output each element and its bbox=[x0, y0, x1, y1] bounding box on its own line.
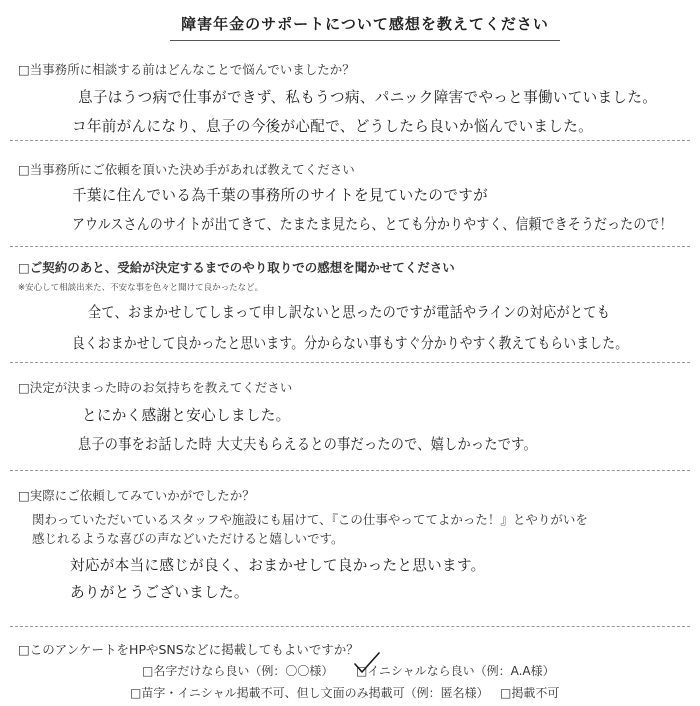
prompt-line: 感じれるような喜びの声などいただけると嬉しいです。 bbox=[32, 531, 344, 546]
answer-line: 息子の事をお話した時 大丈夫もらえるとの事だったので、嬉しかったです。 bbox=[78, 436, 537, 453]
answer-line: ありがとうございました。 bbox=[70, 584, 249, 601]
question-note: ※安心して相談出来た、不安な事を色々と聞けて良かったなど。 bbox=[18, 283, 264, 293]
title-underline bbox=[170, 40, 560, 41]
answer-line: 千葉に住んでいる為千葉の事務所のサイトを見ていたのですが bbox=[72, 187, 489, 204]
question-process: □ご契約のあと、受給が決定するまでのやり取りでの感想を聞かせてください bbox=[18, 260, 455, 275]
answer-line: 良くおまかせして良かったと思います。分からない事もすぐ分かりやすく教えてもらいました。 bbox=[72, 335, 629, 352]
divider bbox=[10, 470, 690, 471]
question-feelings: □決定が決まった時のお気持ちを教えてください bbox=[18, 380, 293, 395]
divider bbox=[10, 362, 690, 363]
divider bbox=[10, 246, 690, 247]
section-publish bbox=[18, 640, 682, 658]
divider bbox=[10, 140, 690, 141]
section-deciding-factor bbox=[18, 160, 682, 234]
section-process bbox=[18, 258, 682, 353]
option-surname-only[interactable]: □名字だけなら良い（例：〇〇様） bbox=[142, 664, 334, 678]
option-not-allowed[interactable]: □掲載不可 bbox=[500, 686, 560, 700]
checkmark-icon bbox=[352, 650, 382, 676]
answer-line: アウルスさんのサイトが出てきて、たまたま見たら、とても分かりやすく、信頼できそうだったので！ bbox=[72, 216, 673, 233]
answer-line: 息子はうつ病で仕事ができず、私もうつ病、パニック障害でやっと事働いていました。 bbox=[78, 89, 658, 106]
answer-line: コ年前がんになり、息子の今後が心配で、どうしたら良いか悩んでいました。 bbox=[72, 118, 593, 135]
option-initials[interactable]: □イニシャルなら良い（例：A.A様） bbox=[356, 664, 555, 678]
prompt-line: 関わっていただいているスタッフや施設にも届けて、『この仕事やっててよかった！』とやりがいを bbox=[32, 512, 588, 527]
section-experience bbox=[18, 486, 682, 602]
answer-line: 全て、おまかせしてしまって申し訳ないと思ったのですが電話やラインの対応がとても bbox=[88, 304, 611, 321]
question-worries: □当事務所に相談する前はどんなことで悩んでいましたか？ bbox=[18, 62, 355, 77]
question-deciding-factor: □当事務所にご依頼を頂いた決め手があれば教えてください bbox=[18, 162, 355, 177]
answer-line: 対応が本当に感じが良く、おまかせして良かったと思います。 bbox=[70, 557, 486, 574]
section-worries bbox=[18, 60, 682, 136]
section-feelings bbox=[18, 378, 682, 454]
page-title: 障害年金のサポートについて感想を教えてください bbox=[181, 15, 549, 33]
divider bbox=[10, 626, 690, 627]
question-experience: □実際にご依頼してみていかがでしたか？ bbox=[18, 488, 255, 503]
option-text-only[interactable]: □苗字・イニシャル掲載不可、但し文面のみ掲載可（例：匿名様） bbox=[130, 686, 489, 700]
question-publish: □このアンケートをHPやSNSなどに掲載してもよいですか？ bbox=[18, 642, 359, 657]
answer-line: とにかく感謝と安心しました。 bbox=[82, 407, 291, 424]
